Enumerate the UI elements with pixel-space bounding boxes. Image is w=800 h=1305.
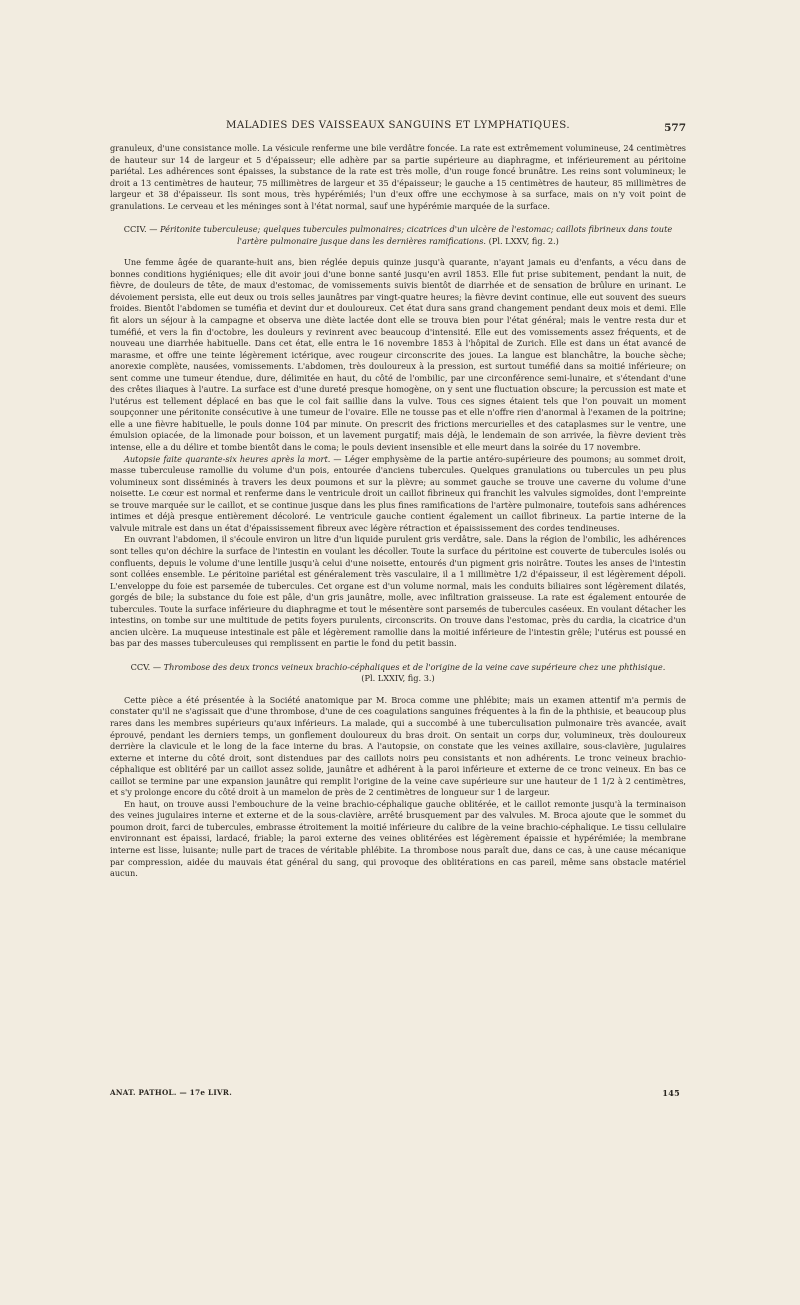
- paragraph-thrombosis: Cette pièce a été présentée à la Société anatomique par M. Broca comme une phlébite; mais un examen attentif m'a permis de constater qu'il ne s'agissait que d'une thrombose, d'une de ces coagulations sanguines fréquentes à la fin de la phthisie, et beaucoup plus rares dans les membres supérieurs qu'aux inférieurs. La malade, qui a succombé à une tuberculisation pulmonaire très avancée, avait éprouvé, pendant les derniers temps, un gonflement douloureux du bras droit. On sentait un corps dur, volumineux, très douloureux derrière la clavicule et le long de la face interne du bras. A l'autopsie, on constate que les veines axillaire, sous-clavière, jugulaires externe et interne du côté droit, sont distendues par des caillots noirs peu consistants et non adhérents. Le tronc veineux brachio-céphalique est oblitéré par un caillot assez solide, jaunâtre et adhérent à la paroi inférieure et externe de ce tronc veineux. En bas ce caillot se termine par une expansion jaunâtre qui remplit l'origine de la veine cave supérieure sur une hauteur de 1 1/2 à 2 centimètres, et s'y prolonge encore du côté droit à un mamelon de près de 2 centimètres de longueur sur 1 de largeur.: [110, 694, 686, 798]
- paragraph-thrombosis-continued: En haut, on trouve aussi l'embouchure de la veine brachio-céphalique gauche oblitérée, et le caillot remonte jusqu'à la terminaison des veines jugulaires interne et externe et de la sous-clavière, arrêté brusquement par des valvules. M. Broca ajoute que le sommet du poumon droit, farci de tubercules, embrasse étroitement la moitié inférieure du calibre de la veine brachio-céphalique. Le tissu cellulaire environnant est épaissi, lardacé, friable; la paroi externe des veines oblitérées est légèrement épaissie et hypérémiée; la membrane interne est lisse, luisante; nulle part de traces de véritable phlébite. La thrombose nous paraît due, dans ce cas, à une cause mécanique par compression, aidée du mauvais état général du sang, qui provoque des oblitérations en cas pareil, même sans obstacle matériel aucun.: [110, 798, 686, 879]
- case-heading-cciv: [110, 224, 686, 247]
- paragraph-abdomen: En ouvrant l'abdomen, il s'écoule environ un litre d'un liquide purulent gris verdâtre, sale. Dans la région de l'ombilic, les adhérences sont telles qu'on déchire la surface de l'intestin en voulant les décoller. Toute la surface du péritoine est couverte de tubercules isolés ou confluents, depuis le volume d'une lentille jusqu'à celui d'une noisette, entourés d'un pigment gris noirâtre. Toutes les anses de l'intestin sont collées ensemble. Le péritoine pariétal est généralement très vasculaire, il a 1 millimètre 1/2 d'épaisseur, il est légèrement dépoli. L'enveloppe du foie est parsemée de tubercules. Cet organe est d'un volume normal, mais les conduits biliaires sont légèrement dilatés, gorgés de bile; la substance du foie est pâle, d'un gris jaunâtre, molle, avec infiltration graisseuse. La rate est également entourée de tubercules. Toute la surface inférieure du diaphragme et tout le mésentère sont parsemés de tubercules caséeux. En voulant détacher les intestins, on tombe sur une multitude de petits foyers purulents, circonscrits. On trouve dans l'estomac, près du cardia, la cicatrice d'un ancien ulcère. La muqueuse intestinale est pâle et légèrement ramollie dans la moitié inférieure de l'intestin grêle; l'utérus est poussé en bas par des masses tuberculeuses qui remplissent en partie le fond du petit bassin.: [110, 534, 686, 649]
- paragraph-continuation: granuleux, d'une consistance molle. La vésicule renferme une bile verdâtre foncée. La rate est extrêmement volumineuse, 24 centimètres de hauteur sur 14 de largeur et 5 d'épaisseur; elle adhère par sa partie supérieure au diaphragme, et inférieurement au péritoine pariétal. Les adhérences sont épaisses, la substance de la rate est très molle, d'un rouge foncé brunâtre. Les reins sont volumineux; le droit a 13 centimètres de hauteur, 75 millimètres de largeur et 35 d'épaisseur; le gauche a 15 centimètres de hauteur, 85 millimètres de largeur et 38 d'épaisseur. Ils sont mous, très hypérémiés; l'un d'eux offre une ecchymose à sa surface, mais on n'y voit point de granulations. Le cerveau et les méninges sont à l'état normal, sauf une hypérémie marquée de la surface.: [110, 143, 686, 211]
- footer-signature: ANAT. PATHOL. — 17e LIVR.: [110, 1088, 233, 1097]
- case-number: CCIV. —: [123, 224, 158, 235]
- case-heading-ccv: [110, 662, 686, 685]
- autopsy-text: — Léger emphysème de la partie antéro-supérieure des poumons; au sommet droit, masse tuberculeuse ramollie du volume d'un pois, entourée d'anciens tubercules. Quelques granulations ou tubercules un peu plus volumineux sont disséminés à travers les deux poumons et sur la plèvre; au sommet gauche se trouve une caverne du volume d'une noisette. Le cœur est normal et renferme dans le ventricule droit un caillot fibrineux qui franchit les valvules sigmoïdes, dont l'empreinte se trouve marquée sur le caillot, et se continue jusque dans les plus fines ramifications de l'artère pulmonaire, toutefois sans adhérences intimes et déjà presque entièrement décoloré. Le ventricule gauche contient également un caillot fibrineux. La partie interne de la valvule mitrale est dans un état d'épaississement fibreux avec légère rétraction et épaississement des cordes tendineuses.: [110, 453, 686, 533]
- plate-reference: (Pl. LXXV, fig. 2.): [488, 235, 559, 246]
- body-text: [110, 143, 686, 880]
- page-header: [110, 120, 686, 138]
- plate-reference: (Pl. LXXIV, fig. 3.): [361, 673, 435, 684]
- case-title: Thrombose des deux troncs veineux brachio-céphaliques et de l'origine de la veine cave supérieure chez une phthisique.: [163, 661, 666, 672]
- paragraph-history: Une femme âgée de quarante-huit ans, bien réglée depuis quinze jusqu'à quarante, n'ayant jamais eu d'enfants, a vécu dans de bonnes conditions hygiéniques; elle dit avoir joui d'une bonne santé jusqu'en avril 1853. Elle fut prise subitement, pendant la nuit, de fièvre, de douleurs de tête, de maux d'estomac, de vomissements suivis bientôt de diarrhée et de sensation de brûlure en urinant. Le dévoiement persista, elle eut deux ou trois selles jaunâtres par vingt-quatre heures; la fièvre devint continue, elle eut souvent des sueurs froides. Bientôt l'abdomen se tuméfia et devint dur et douloureux. Cet état dura sans grand changement pendant deux mois et demi. Elle fit alors un séjour à la campagne et observa une diète lactée dont elle se trouva bien pour l'état général; mais le ventre resta dur et tuméfié, et vers la fin d'octobre, les douleurs y revinrent avec beaucoup d'intensité. Elle eut des vomissements assez fréquents, et de nouveau une diarrhée habituelle. Dans cet état, elle entra le 16 novembre 1853 à l'hôpital de Zurich. Elle est dans un état avancé de marasme, et offre une teinte légèrement ictérique, avec rougeur circonscrite des joues. La langue est blanchâtre, la bouche sèche; anorexie complète, nausées, vomissements. L'abdomen, très douloureux à la pression, est surtout tuméfié dans sa moitié inférieure; on sent comme une tumeur étendue, dure, délimitée en haut, du côté de l'ombilic, par une circonférence semi-lunaire, et s'étendant d'une des crêtes iliaques à l'autre. La surface est d'une dureté presque homogène, on y sent une fluctuation obscure; la percussion est mate et l'utérus est tellement déplacé en bas que le col fait saillie dans la vulve. Tous ces signes étaient tels que l'on pouvait un moment soupçonner une péritonite consécutive à une tumeur de l'ovaire. Elle ne tousse pas et elle n'offre rien d'anormal à l'examen de la poitrine; elle a une fièvre habituelle, le pouls donne 104 par minute. On prescrit des frictions mercurielles et des cataplasmes sur le ventre, une émulsion opiacée, de la limonade pour boisson, et un lavement purgatif; mais déjà, le lendemain de son arrivée, la fièvre devient très intense, elle a du délire et tombe bientôt dans le coma; le pouls devient insensible et elle meurt dans la soirée du 17 novembre.: [110, 257, 686, 453]
- footer-sheet-number: 145: [662, 1088, 680, 1098]
- page-number: 577: [664, 122, 686, 134]
- case-title: Péritonite tuberculeuse; quelques tubercules pulmonaires; cicatrices d'un ulcère de l'estomac; caillots fibrineux dans toute l'artère pulmonaire jusque dans les dernières ramifications.: [160, 224, 673, 246]
- paragraph-autopsy: [110, 454, 686, 535]
- autopsy-lead: Autopsie faite quarante-six heures après la mort.: [124, 453, 331, 464]
- page-footer: [110, 1088, 686, 1102]
- running-title: MALADIES DES VAISSEAUX SANGUINS ET LYMPHATIQUES.: [226, 120, 570, 131]
- case-number: CCV. —: [130, 661, 162, 672]
